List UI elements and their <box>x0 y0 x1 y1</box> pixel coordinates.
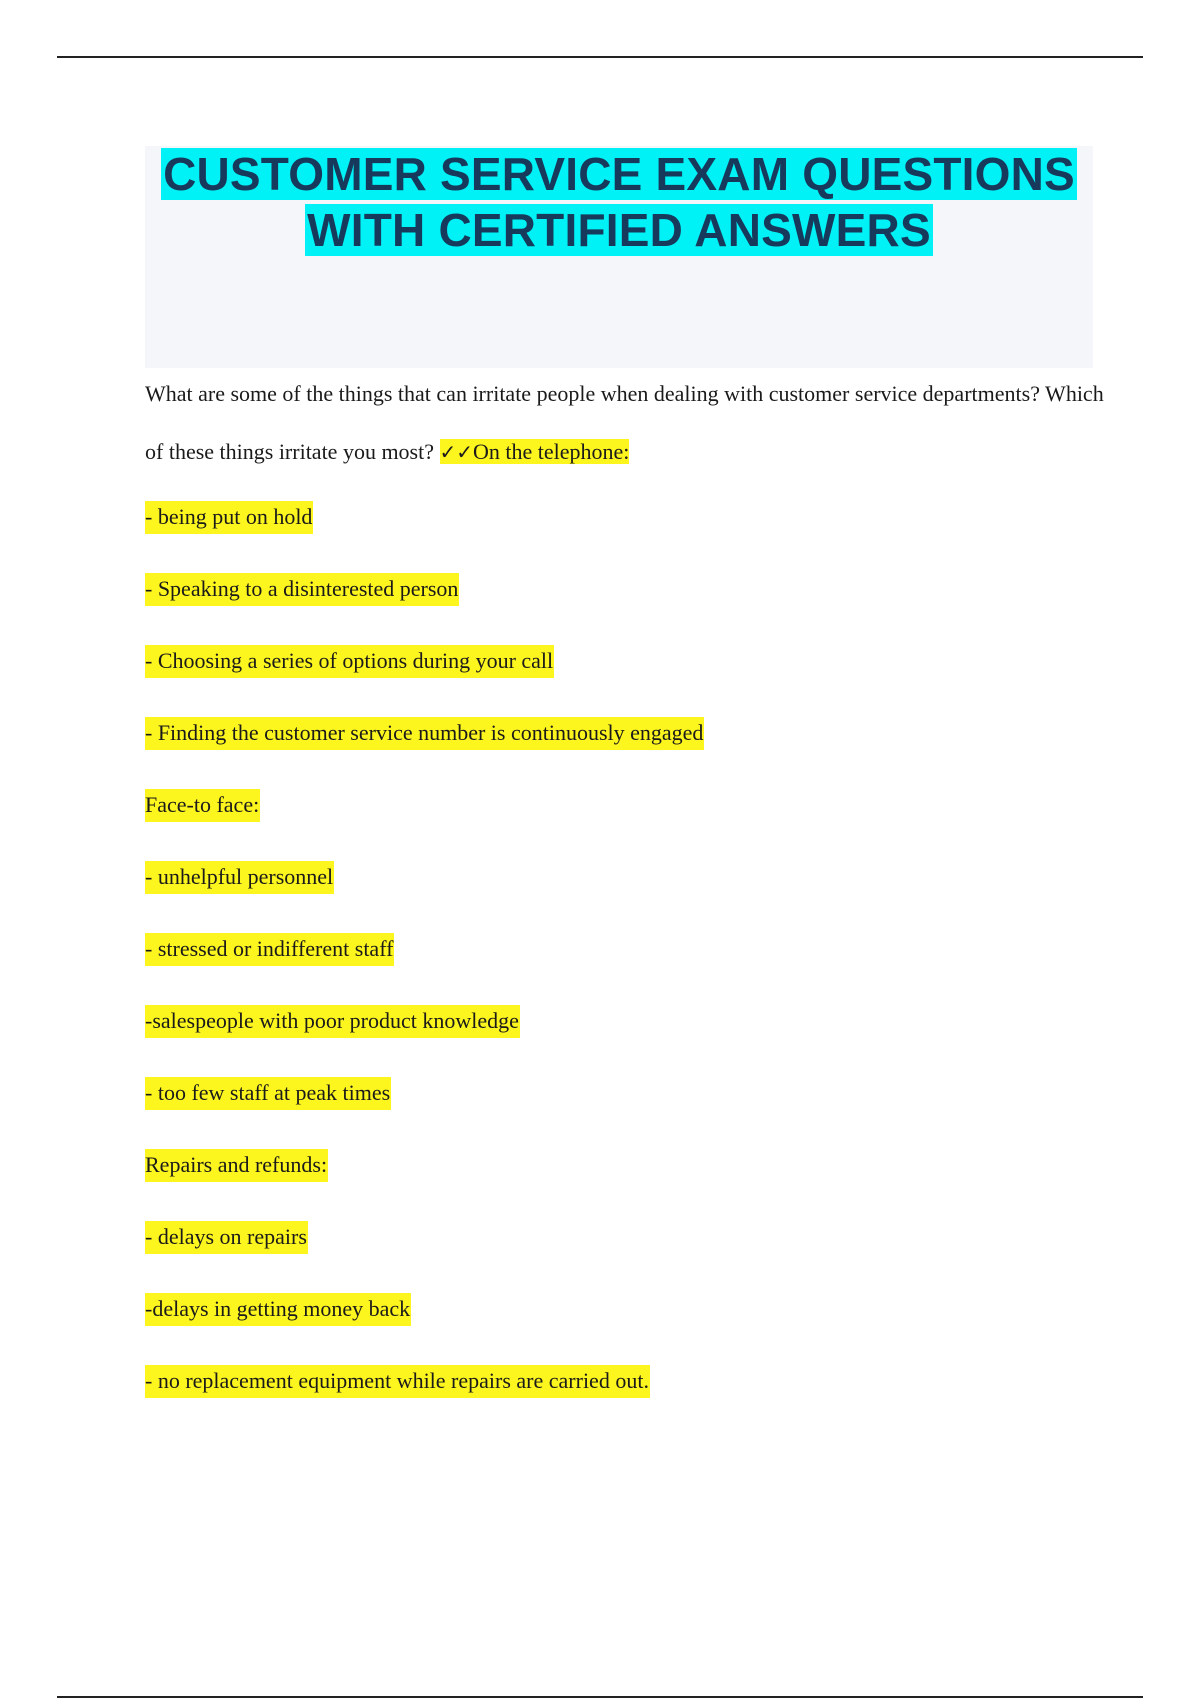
top-rule <box>57 56 1143 58</box>
answer-intro-highlight <box>440 439 630 464</box>
answer-line-text: -salespeople with poor product knowledge <box>145 1005 520 1038</box>
answer-section-heading-text: Face-to face: <box>145 789 260 822</box>
double-check-icon: ✓✓ <box>439 440 474 464</box>
answer-line-text: - Speaking to a disinterested person <box>145 573 459 606</box>
answer-line <box>145 493 1105 565</box>
answer-line-text: - no replacement equipment while repairs are carried out. <box>145 1365 650 1398</box>
question-text: What are some of the things that can irritate people when dealing with customer service departments? Which of these things irritate you most? <box>145 381 1104 464</box>
answer-line-text: - unhelpful personnel <box>145 861 334 894</box>
answer-line-text: - Finding the customer service number is continuously engaged <box>145 717 704 750</box>
answer-section-heading <box>145 1141 1105 1213</box>
document-title-text: CUSTOMER SERVICE EXAM QUESTIONS WITH CERTIFIED ANSWERS <box>163 148 1075 256</box>
answer-line <box>145 1069 1105 1141</box>
question-paragraph <box>145 365 1105 481</box>
answer-line <box>145 1213 1105 1285</box>
answer-line-text: - Choosing a series of options during your call <box>145 645 554 678</box>
answer-line-text: - delays on repairs <box>145 1221 308 1254</box>
answer-line <box>145 1357 1105 1429</box>
title-box <box>145 146 1093 368</box>
bottom-rule <box>57 1696 1143 1698</box>
answer-line-text: - stressed or indifferent staff <box>145 933 394 966</box>
answer-line-text: - too few staff at peak times <box>145 1077 391 1110</box>
answer-section-heading <box>145 781 1105 853</box>
answer-line <box>145 1285 1105 1357</box>
answer-line <box>145 997 1105 1069</box>
question-answer-block <box>145 365 1105 1429</box>
answer-line <box>145 853 1105 925</box>
answer-section-heading-text: Repairs and refunds: <box>145 1149 328 1182</box>
document-title <box>145 146 1093 258</box>
answer-line <box>145 709 1105 781</box>
answer-line <box>145 637 1105 709</box>
answer-line <box>145 565 1105 637</box>
answer-list <box>145 493 1105 1429</box>
answer-line-text: - being put on hold <box>145 501 313 534</box>
answer-line-text: -delays in getting money back <box>145 1293 411 1326</box>
answer-line <box>145 925 1105 997</box>
answer-intro: On the telephone: <box>473 439 630 464</box>
